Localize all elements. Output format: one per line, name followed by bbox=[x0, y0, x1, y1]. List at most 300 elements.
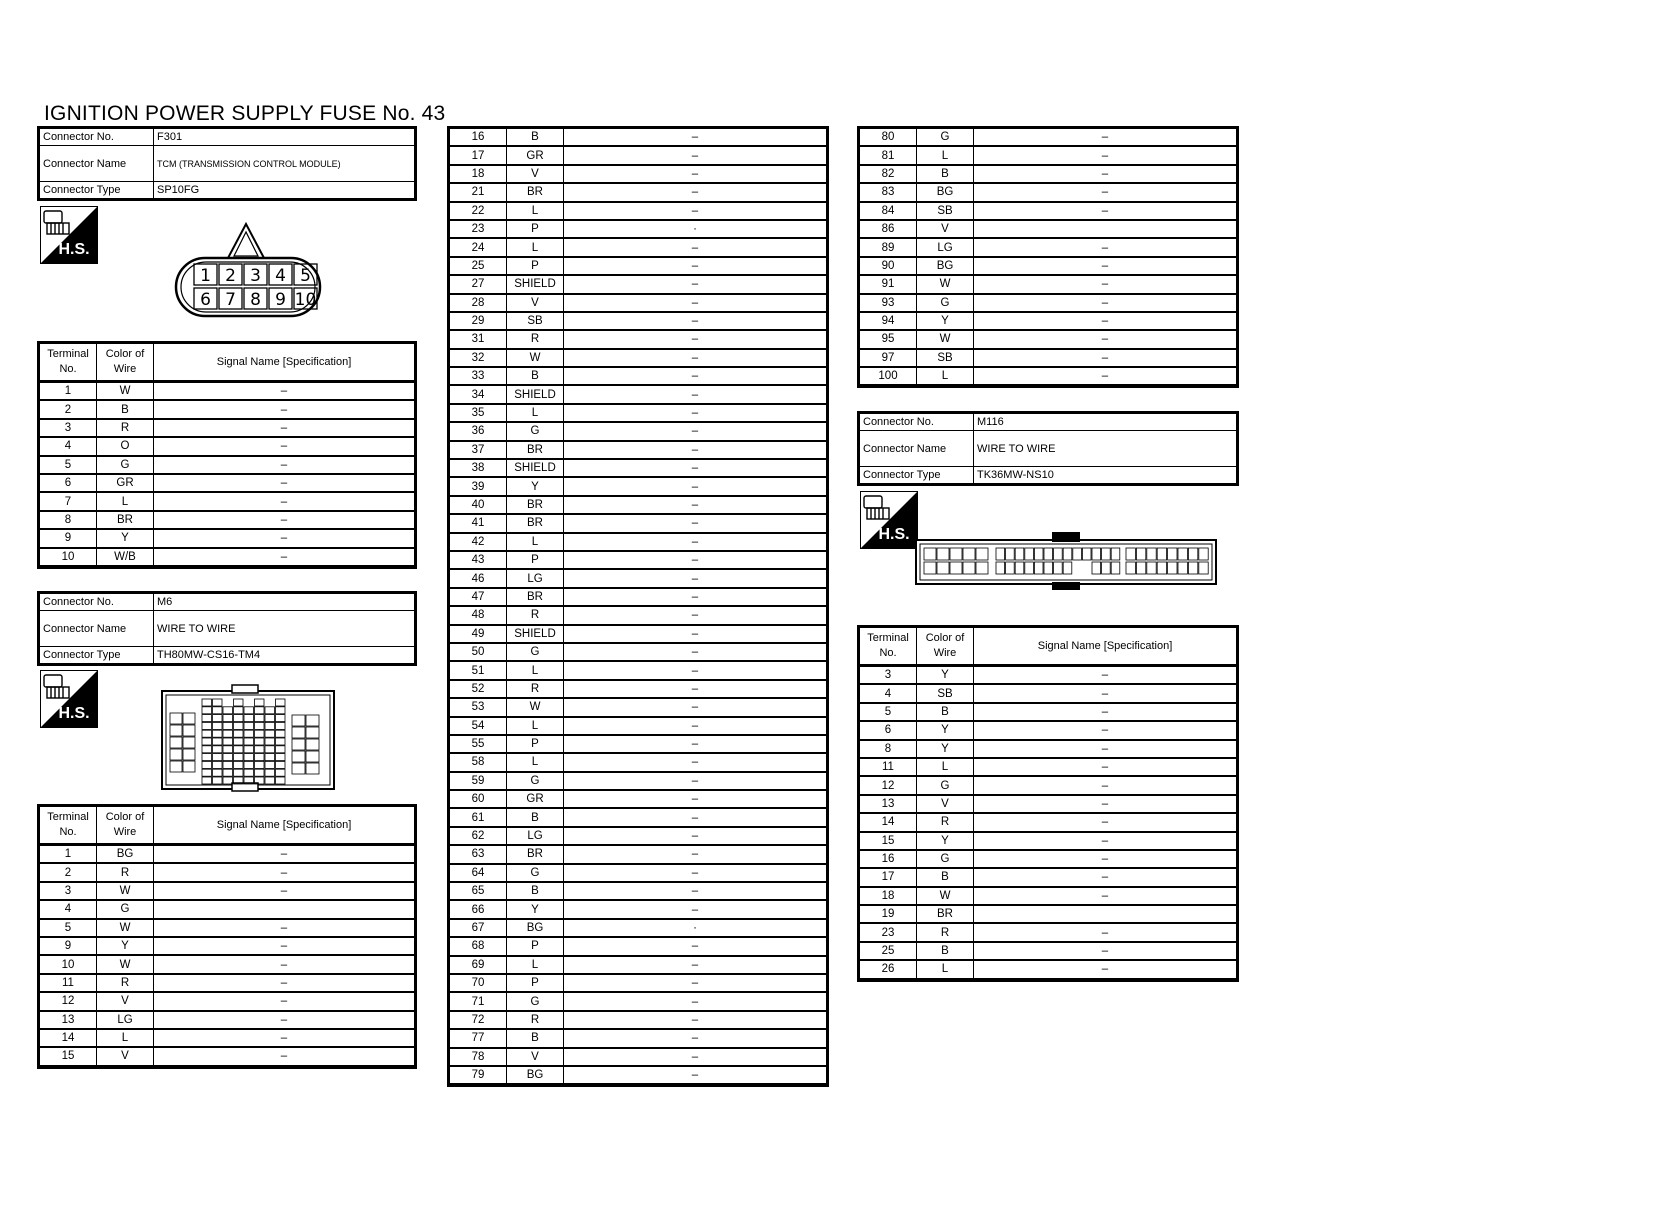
wire-color-cell: B bbox=[507, 808, 564, 826]
connector-type-value: TH80MW-CS16-TM4 bbox=[154, 647, 415, 664]
signal-name-cell: – bbox=[974, 887, 1237, 905]
col-signal-header: Signal Name [Specification] bbox=[974, 628, 1237, 666]
signal-name-cell: – bbox=[564, 735, 827, 753]
table-row bbox=[450, 919, 827, 937]
pin-table-m6-part1 bbox=[39, 806, 415, 1067]
wire-color-cell: BG bbox=[97, 845, 154, 864]
wire-color-cell: V bbox=[507, 294, 564, 312]
terminal-no-cell: 49 bbox=[450, 625, 507, 643]
pin-number: 2 bbox=[225, 266, 236, 286]
connector-no-value: M116 bbox=[974, 414, 1237, 431]
wire-color-cell: P bbox=[507, 257, 564, 275]
signal-name-cell: – bbox=[564, 129, 827, 147]
table-row bbox=[450, 367, 827, 385]
signal-name-cell: – bbox=[564, 974, 827, 992]
table-row bbox=[860, 275, 1237, 293]
terminal-no-cell: 29 bbox=[450, 312, 507, 330]
wire-color-cell: SB bbox=[917, 684, 974, 702]
signal-name-cell: – bbox=[974, 330, 1237, 348]
table-row bbox=[450, 1029, 827, 1047]
signal-name-cell: – bbox=[974, 146, 1237, 164]
wire-color-cell: R bbox=[97, 863, 154, 881]
wire-color-cell: BR bbox=[507, 514, 564, 532]
signal-name-cell: – bbox=[974, 129, 1237, 147]
terminal-no-cell: 39 bbox=[450, 477, 507, 495]
wire-color-cell: W bbox=[97, 955, 154, 973]
signal-name-cell: – bbox=[154, 845, 415, 864]
signal-name-cell: – bbox=[564, 1048, 827, 1066]
signal-name-cell: – bbox=[564, 992, 827, 1010]
pin-number: 5 bbox=[300, 266, 311, 286]
signal-name-cell: – bbox=[564, 937, 827, 955]
table-row bbox=[450, 643, 827, 661]
terminal-no-cell: 47 bbox=[450, 588, 507, 606]
terminal-no-cell: 23 bbox=[860, 923, 917, 941]
terminal-no-cell: 19 bbox=[860, 905, 917, 923]
table-row bbox=[450, 165, 827, 183]
signal-name-cell: – bbox=[154, 474, 415, 492]
wire-color-cell: BR bbox=[507, 441, 564, 459]
table-row bbox=[860, 923, 1237, 941]
wire-color-cell: L bbox=[917, 146, 974, 164]
wire-color-cell: P bbox=[507, 551, 564, 569]
wire-color-cell: G bbox=[97, 900, 154, 918]
terminal-no-cell: 10 bbox=[40, 955, 97, 973]
table-row bbox=[450, 477, 827, 495]
table-row bbox=[450, 1066, 827, 1084]
table-row bbox=[450, 238, 827, 256]
wire-color-cell: V bbox=[507, 1048, 564, 1066]
signal-name-cell: – bbox=[974, 795, 1237, 813]
signal-name-cell: – bbox=[154, 863, 415, 881]
signal-name-cell: – bbox=[154, 492, 415, 510]
signal-name-cell: – bbox=[564, 312, 827, 330]
terminal-no-cell: 32 bbox=[450, 349, 507, 367]
table-row bbox=[450, 220, 827, 238]
terminal-no-cell: 68 bbox=[450, 937, 507, 955]
wire-color-cell: L bbox=[507, 753, 564, 771]
terminal-no-cell: 35 bbox=[450, 404, 507, 422]
terminal-no-cell: 82 bbox=[860, 165, 917, 183]
signal-name-cell: – bbox=[564, 275, 827, 293]
pin-number: 9 bbox=[275, 290, 286, 310]
signal-name-cell: – bbox=[154, 456, 415, 474]
terminal-no-cell: 10 bbox=[40, 548, 97, 566]
terminal-no-cell: 23 bbox=[450, 220, 507, 238]
terminal-no-cell: 66 bbox=[450, 900, 507, 918]
wire-color-cell: BR bbox=[97, 511, 154, 529]
table-row bbox=[450, 183, 827, 201]
wire-color-cell: R bbox=[97, 419, 154, 437]
signal-name-cell: – bbox=[564, 238, 827, 256]
wire-color-cell: G bbox=[917, 850, 974, 868]
signal-name-cell: – bbox=[564, 183, 827, 201]
table-row bbox=[40, 1047, 415, 1065]
table-row bbox=[40, 511, 415, 529]
wire-color-cell: SHIELD bbox=[507, 625, 564, 643]
signal-name-cell: – bbox=[564, 661, 827, 679]
table-row bbox=[40, 456, 415, 474]
connector-name-label: Connector Name bbox=[860, 431, 974, 467]
hs-badge-label: H.S. bbox=[58, 705, 90, 722]
connector-name-value: WIRE TO WIRE bbox=[154, 611, 415, 647]
terminal-no-cell: 3 bbox=[860, 666, 917, 685]
terminal-no-cell: 12 bbox=[860, 776, 917, 794]
signal-name-cell: – bbox=[564, 808, 827, 826]
terminal-no-cell: 9 bbox=[40, 529, 97, 547]
signal-name-cell: – bbox=[154, 548, 415, 566]
terminal-no-cell: 55 bbox=[450, 735, 507, 753]
wire-color-cell: W bbox=[97, 882, 154, 900]
wire-color-cell: G bbox=[97, 456, 154, 474]
terminal-no-cell: 33 bbox=[450, 367, 507, 385]
wire-color-cell: LG bbox=[507, 569, 564, 587]
wire-color-cell: Y bbox=[507, 900, 564, 918]
wire-color-cell: R bbox=[507, 1011, 564, 1029]
wire-color-cell: G bbox=[917, 294, 974, 312]
hs-badge-label: H.S. bbox=[58, 241, 90, 258]
wire-color-cell: R bbox=[97, 974, 154, 992]
connector-no-label: Connector No. bbox=[40, 129, 154, 146]
terminal-no-cell: 69 bbox=[450, 956, 507, 974]
signal-name-cell: – bbox=[564, 956, 827, 974]
table-row bbox=[40, 992, 415, 1010]
terminal-no-cell: 71 bbox=[450, 992, 507, 1010]
signal-name-cell: – bbox=[564, 533, 827, 551]
table-row bbox=[860, 349, 1237, 367]
wire-color-cell: L bbox=[917, 758, 974, 776]
wire-color-cell: Y bbox=[917, 666, 974, 685]
terminal-no-cell: 42 bbox=[450, 533, 507, 551]
wire-color-cell: O bbox=[97, 437, 154, 455]
terminal-no-cell: 53 bbox=[450, 698, 507, 716]
table-row bbox=[860, 758, 1237, 776]
table-row bbox=[40, 1029, 415, 1047]
terminal-no-cell: 26 bbox=[860, 960, 917, 978]
col-signal-header: Signal Name [Specification] bbox=[154, 344, 415, 382]
wire-color-cell: B bbox=[917, 868, 974, 886]
wire-color-cell: W bbox=[97, 382, 154, 401]
wire-color-cell: R bbox=[507, 680, 564, 698]
wire-color-cell: SHIELD bbox=[507, 459, 564, 477]
signal-name-cell bbox=[974, 220, 1237, 238]
terminal-no-cell: 1 bbox=[40, 845, 97, 864]
terminal-no-cell: 41 bbox=[450, 514, 507, 532]
wire-color-cell: Y bbox=[917, 832, 974, 850]
wire-color-cell: G bbox=[507, 422, 564, 440]
terminal-no-cell: 28 bbox=[450, 294, 507, 312]
table-row bbox=[450, 551, 827, 569]
table-row bbox=[860, 703, 1237, 721]
terminal-no-cell: 11 bbox=[40, 974, 97, 992]
signal-name-cell: – bbox=[974, 349, 1237, 367]
terminal-no-cell: 13 bbox=[40, 1011, 97, 1029]
wire-color-cell: L bbox=[507, 661, 564, 679]
signal-name-cell: – bbox=[564, 900, 827, 918]
terminal-no-cell: 14 bbox=[40, 1029, 97, 1047]
table-row bbox=[40, 1011, 415, 1029]
signal-name-cell: – bbox=[564, 385, 827, 403]
signal-name-cell: – bbox=[564, 790, 827, 808]
table-row bbox=[860, 183, 1237, 201]
signal-name-cell: – bbox=[154, 400, 415, 418]
connector-name-label: Connector Name bbox=[40, 146, 154, 182]
signal-name-cell: – bbox=[974, 850, 1237, 868]
terminal-no-cell: 59 bbox=[450, 772, 507, 790]
signal-name-cell: – bbox=[154, 382, 415, 401]
table-row bbox=[450, 459, 827, 477]
wire-color-cell: L bbox=[917, 367, 974, 385]
table-row bbox=[860, 942, 1237, 960]
terminal-no-cell: 46 bbox=[450, 569, 507, 587]
signal-name-cell: – bbox=[564, 827, 827, 845]
signal-name-cell: – bbox=[564, 569, 827, 587]
signal-name-cell: – bbox=[564, 496, 827, 514]
table-row bbox=[860, 776, 1237, 794]
terminal-no-cell: 93 bbox=[860, 294, 917, 312]
col-color-header: Color of Wire bbox=[97, 807, 154, 845]
wire-color-cell: R bbox=[917, 923, 974, 941]
table-row bbox=[40, 400, 415, 418]
terminal-no-cell: 61 bbox=[450, 808, 507, 826]
col-terminal-header: Terminal No. bbox=[40, 344, 97, 382]
wire-color-cell: B bbox=[507, 882, 564, 900]
terminal-no-cell: 65 bbox=[450, 882, 507, 900]
col-color-header: Color of Wire bbox=[97, 344, 154, 382]
signal-name-cell: – bbox=[154, 529, 415, 547]
wire-color-cell: BR bbox=[917, 905, 974, 923]
table-row bbox=[450, 974, 827, 992]
signal-name-cell: – bbox=[154, 974, 415, 992]
table-row bbox=[860, 795, 1237, 813]
terminal-no-cell: 4 bbox=[860, 684, 917, 702]
terminal-no-cell: 27 bbox=[450, 275, 507, 293]
terminal-no-cell: 15 bbox=[860, 832, 917, 850]
signal-name-cell: – bbox=[974, 942, 1237, 960]
table-row bbox=[40, 882, 415, 900]
wire-color-cell: BR bbox=[507, 496, 564, 514]
hs-badge-icon bbox=[40, 670, 98, 728]
terminal-no-cell: 78 bbox=[450, 1048, 507, 1066]
terminal-no-cell: 18 bbox=[450, 165, 507, 183]
table-row bbox=[40, 474, 415, 492]
wire-color-cell: B bbox=[917, 942, 974, 960]
wire-color-cell: G bbox=[507, 864, 564, 882]
table-row bbox=[40, 863, 415, 881]
wire-color-cell: BG bbox=[917, 183, 974, 201]
wire-color-cell: Y bbox=[507, 477, 564, 495]
terminal-no-cell: 40 bbox=[450, 496, 507, 514]
terminal-no-cell: 84 bbox=[860, 202, 917, 220]
wire-color-cell: L bbox=[507, 717, 564, 735]
signal-name-cell: – bbox=[154, 919, 415, 937]
wire-color-cell: W bbox=[507, 698, 564, 716]
wire-color-cell: LG bbox=[97, 1011, 154, 1029]
signal-name-cell: – bbox=[564, 753, 827, 771]
table-row bbox=[860, 220, 1237, 238]
table-row bbox=[450, 441, 827, 459]
table-row bbox=[450, 753, 827, 771]
signal-name-cell: – bbox=[564, 404, 827, 422]
terminal-no-cell: 6 bbox=[40, 474, 97, 492]
table-row bbox=[860, 330, 1237, 348]
wire-color-cell: Y bbox=[917, 312, 974, 330]
connector-type-label: Connector Type bbox=[860, 467, 974, 484]
table-row bbox=[860, 202, 1237, 220]
terminal-no-cell: 31 bbox=[450, 330, 507, 348]
wire-color-cell: G bbox=[507, 772, 564, 790]
terminal-no-cell: 12 bbox=[40, 992, 97, 1010]
signal-name-cell: – bbox=[154, 992, 415, 1010]
table-row bbox=[450, 680, 827, 698]
signal-name-cell: – bbox=[564, 165, 827, 183]
signal-name-cell: – bbox=[564, 330, 827, 348]
wire-color-cell: GR bbox=[507, 146, 564, 164]
pin-number: 3 bbox=[250, 266, 261, 286]
table-row bbox=[40, 492, 415, 510]
wire-color-cell: V bbox=[917, 795, 974, 813]
table-row bbox=[860, 367, 1237, 385]
wire-color-cell: P bbox=[507, 937, 564, 955]
col-signal-header: Signal Name [Specification] bbox=[154, 807, 415, 845]
signal-name-cell: – bbox=[564, 257, 827, 275]
wire-color-cell: P bbox=[507, 974, 564, 992]
pin-number: 10 bbox=[294, 290, 317, 310]
page-title: IGNITION POWER SUPPLY FUSE No. 43 bbox=[44, 102, 446, 125]
table-row bbox=[450, 808, 827, 826]
pin-table-f301 bbox=[39, 343, 415, 567]
terminal-no-cell: 91 bbox=[860, 275, 917, 293]
signal-name-cell: – bbox=[974, 367, 1237, 385]
table-row bbox=[450, 588, 827, 606]
signal-name-cell: – bbox=[564, 459, 827, 477]
terminal-no-cell: 94 bbox=[860, 312, 917, 330]
signal-name-cell: – bbox=[564, 146, 827, 164]
signal-name-cell: – bbox=[564, 294, 827, 312]
table-row bbox=[860, 868, 1237, 886]
signal-name-cell: – bbox=[564, 625, 827, 643]
wire-color-cell: W bbox=[917, 887, 974, 905]
signal-name-cell: – bbox=[154, 437, 415, 455]
wire-color-cell: W bbox=[917, 275, 974, 293]
table-row bbox=[40, 529, 415, 547]
wire-color-cell: B bbox=[917, 165, 974, 183]
signal-name-cell: – bbox=[564, 864, 827, 882]
terminal-no-cell: 5 bbox=[40, 919, 97, 937]
terminal-no-cell: 25 bbox=[860, 942, 917, 960]
terminal-no-cell: 21 bbox=[450, 183, 507, 201]
signal-name-cell: · bbox=[564, 919, 827, 937]
pin-number: 1 bbox=[200, 266, 211, 286]
pin-number: 6 bbox=[200, 290, 211, 310]
terminal-no-cell: 13 bbox=[860, 795, 917, 813]
terminal-no-cell: 52 bbox=[450, 680, 507, 698]
signal-name-cell: – bbox=[974, 721, 1237, 739]
terminal-no-cell: 24 bbox=[450, 238, 507, 256]
signal-name-cell: – bbox=[154, 511, 415, 529]
wire-color-cell: P bbox=[507, 735, 564, 753]
wire-color-cell: Y bbox=[917, 721, 974, 739]
table-row bbox=[450, 937, 827, 955]
terminal-no-cell: 89 bbox=[860, 238, 917, 256]
table-row bbox=[450, 312, 827, 330]
table-row bbox=[450, 717, 827, 735]
signal-name-cell: – bbox=[154, 937, 415, 955]
wire-color-cell: R bbox=[917, 813, 974, 831]
signal-name-cell: – bbox=[564, 349, 827, 367]
terminal-no-cell: 14 bbox=[860, 813, 917, 831]
table-row bbox=[40, 955, 415, 973]
table-row bbox=[40, 937, 415, 955]
terminal-no-cell: 54 bbox=[450, 717, 507, 735]
table-row bbox=[40, 419, 415, 437]
terminal-no-cell: 77 bbox=[450, 1029, 507, 1047]
table-row bbox=[860, 294, 1237, 312]
table-row bbox=[450, 1011, 827, 1029]
table-row bbox=[860, 129, 1237, 147]
signal-name-cell: – bbox=[564, 1066, 827, 1084]
terminal-no-cell: 97 bbox=[860, 349, 917, 367]
wire-color-cell: B bbox=[917, 703, 974, 721]
signal-name-cell: – bbox=[974, 202, 1237, 220]
terminal-no-cell: 62 bbox=[450, 827, 507, 845]
signal-name-cell: – bbox=[974, 832, 1237, 850]
wire-color-cell: V bbox=[507, 165, 564, 183]
terminal-no-cell: 83 bbox=[860, 183, 917, 201]
signal-name-cell: – bbox=[154, 1011, 415, 1029]
wire-color-cell: LG bbox=[507, 827, 564, 845]
terminal-no-cell: 50 bbox=[450, 643, 507, 661]
terminal-no-cell: 15 bbox=[40, 1047, 97, 1065]
connector-type-label: Connector Type bbox=[40, 182, 154, 199]
connector-type-value: SP10FG bbox=[154, 182, 415, 199]
wire-color-cell: BG bbox=[507, 1066, 564, 1084]
wire-color-cell: SB bbox=[917, 349, 974, 367]
signal-name-cell: – bbox=[564, 698, 827, 716]
pin-table-m6-part3 bbox=[859, 128, 1237, 386]
hs-badge-icon bbox=[860, 491, 918, 549]
table-row bbox=[860, 905, 1237, 923]
table-row bbox=[40, 548, 415, 566]
col-color-header: Color of Wire bbox=[917, 628, 974, 666]
wire-color-cell: GR bbox=[97, 474, 154, 492]
connector-info-f301 bbox=[39, 128, 415, 199]
signal-name-cell: – bbox=[974, 294, 1237, 312]
hs-badge-icon bbox=[40, 206, 98, 264]
table-row bbox=[450, 625, 827, 643]
terminal-no-cell: 100 bbox=[860, 367, 917, 385]
connector-face-m116 bbox=[914, 530, 1218, 592]
terminal-no-cell: 36 bbox=[450, 422, 507, 440]
table-row bbox=[450, 514, 827, 532]
signal-name-cell: – bbox=[154, 882, 415, 900]
table-row bbox=[450, 146, 827, 164]
table-row bbox=[450, 827, 827, 845]
terminal-no-cell: 11 bbox=[860, 758, 917, 776]
terminal-no-cell: 80 bbox=[860, 129, 917, 147]
signal-name-cell: – bbox=[974, 703, 1237, 721]
signal-name-cell: – bbox=[564, 882, 827, 900]
table-row bbox=[860, 666, 1237, 685]
signal-name-cell: – bbox=[564, 717, 827, 735]
terminal-no-cell: 16 bbox=[860, 850, 917, 868]
signal-name-cell: – bbox=[564, 845, 827, 863]
wire-color-cell: BG bbox=[507, 919, 564, 937]
wire-color-cell: G bbox=[917, 129, 974, 147]
table-row bbox=[860, 146, 1237, 164]
table-row bbox=[860, 721, 1237, 739]
table-row bbox=[450, 790, 827, 808]
